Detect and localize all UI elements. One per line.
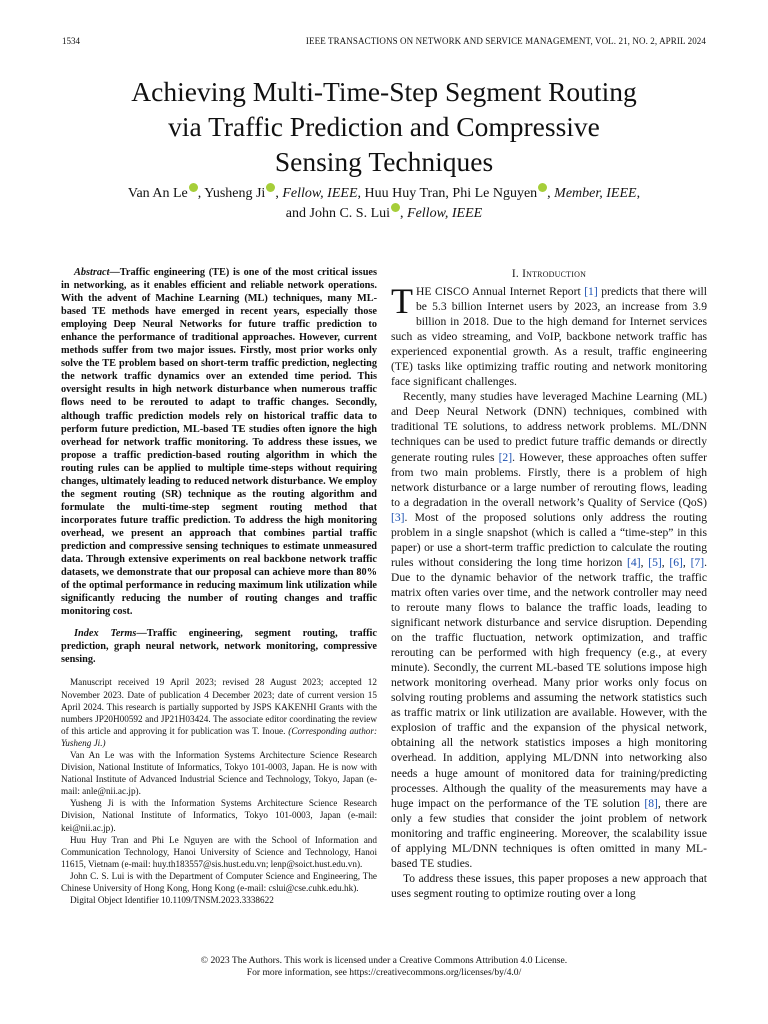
license-notice bbox=[0, 955, 768, 979]
abstract bbox=[61, 266, 377, 618]
author-name: Van An Le bbox=[127, 186, 188, 201]
citation-link[interactable]: [3] bbox=[391, 510, 405, 524]
citation-link[interactable]: [2] bbox=[498, 450, 513, 464]
citation-link[interactable]: [7] bbox=[690, 555, 705, 569]
footnote-affiliation: John C. S. Lui is with the Department of Computer Science and Engineering, The Chinese University of Hong Kong, Hong Kong (e-mail: cslui@cse.cuhk.edu.hk). bbox=[61, 870, 377, 893]
author-name: and John C. S. Lui bbox=[285, 206, 391, 221]
running-header: IEEE TRANSACTIONS ON NETWORK AND SERVICE MANAGEMENT, VOL. 21, NO. 2, APRIL 2024 bbox=[305, 36, 706, 46]
author-affiliation-role: Fellow, IEEE bbox=[282, 186, 358, 201]
intro-paragraph: To address these issues, this paper proposes a new approach that uses segment routing to optimize routing over a long bbox=[391, 871, 707, 900]
left-column bbox=[61, 266, 377, 906]
author-affiliation-role: Fellow, IEEE bbox=[407, 206, 483, 221]
author-affiliation-role: Member, IEEE bbox=[554, 186, 637, 201]
introduction-body bbox=[391, 281, 707, 901]
index-terms-label: Index Terms bbox=[74, 628, 137, 640]
intro-paragraph: Recently, many studies have leveraged Machine Learning (ML) and Deep Neural Network (DNN) techniques, combined with traditional TE solutions, to address network problems. ML/DNN techniques can be used to predict future traffic demands or directly generate routing rules [2]. However, these approaches often suffer from two main problems. Firstly, there is a problem of high network disturbance or a large number of rerouting flows, leading to a degradation in the overall network’s Quality of Service (QoS) [3]. Most of the proposed solutions only address the routing problem in a single snapshot (which is called a “time-step” in this paper) or use a short-term traffic prediction to calculate the routing rules without considering the long time horizon [4], [5], [6], [7]. Due to the dynamic behavior of the network traffic, the traffic matrix often varies over time, and the network controller may need to reroute many flows to balance the traffic loads, leading to significant network disturbance and service disruption. Depending on the traffic fluctuation, network optimization, and traffic rerouting can be performed with high frequency (e.g., at every minute). Secondly, the current ML-based TE solutions impose high network monitoring overhead. Many prior works only focus on solving routing problems and assuming the network statistics such as traffic matrix or link utilization are available. However, with the explosion of traffic and the expansion of the physical network, obtaining all the network statistics imposes a high monitoring overhead. In addition, applying ML/DNN into networking also needs a huge amount of monitored data for training/predicting processes. Although the quality of the measurements may have a huge impact on the performance of the TE solution [8], there are only a few studies that consider the joint problem of network monitoring and traffic engineering. Moreover, the scalability issue of applying ML/DNN techniques is often omitted in many ML-based TE studies. bbox=[391, 390, 707, 870]
citation-link[interactable]: [6] bbox=[669, 555, 683, 569]
paper-title bbox=[40, 74, 728, 179]
section-number: I. bbox=[511, 268, 523, 280]
author-name: Huu Huy Tran bbox=[364, 186, 446, 201]
author-line-2: and John C. S. Lui , Fellow, IEEE bbox=[40, 204, 728, 224]
orcid-icon[interactable] bbox=[266, 183, 275, 192]
citation-link[interactable]: [1] bbox=[584, 285, 598, 298]
title-line-3: Sensing Techniques bbox=[274, 146, 494, 177]
footnotes bbox=[61, 676, 377, 906]
author-list bbox=[40, 184, 728, 224]
footnote-manuscript: Manuscript received 19 April 2023; revised 28 August 2023; accepted 12 November 2023. Date of publication 4 December 2023; date of current version 15 April 2024. This research is partially supported by JSPS KAKENHI Grants with the numbers JP20H00592 and JP21H03424. The associate editor coordinating the review of this article and approving it for publication was T. Inoue. (Corresponding author: Yusheng Ji.) bbox=[61, 677, 378, 748]
license-line: © 2023 The Authors. This work is licensed under a Creative Commons Attribution 4.0 License. bbox=[200, 955, 568, 966]
citation-link[interactable]: [4] bbox=[627, 555, 641, 569]
footnote-affiliation: Huu Huy Tran and Phi Le Nguyen are with the School of Information and Communication Technology, Hanoi University of Science and Technology, Hanoi 11615, Vietnam (e-mail: huy.th183557@sis.hust.edu.vn; lenp@soict.hust.edu.vn). bbox=[61, 834, 377, 869]
page-number: 1534 bbox=[62, 36, 80, 46]
citation-link[interactable]: [5] bbox=[648, 555, 662, 569]
abstract-text: —Traffic engineering (TE) is one of the most critical issues in networking, as it enables efficient and reliable network operations. With the advent of Machine Learning (ML) techniques, many ML-based TE methods have emerged in recent years, especially those employing Deep Neural Networks for future traffic prediction to enhance the performance of traditional approaches. However, current methods suffer from two major issues. Firstly, most prior works only solve the TE problem based on short-term traffic prediction, neglecting the network traffic dynamics over an extended time period. This oversight results in high network disturbance when numerous traffic flows need to be rerouted to adapt to traffic changes. Secondly, although traffic prediction models rely on historical traffic data to perform future prediction, ML-based TE studies often ignore the high overhead for network traffic monitoring. To address these issues, we propose a traffic prediction-based routing algorithm in which the routing rules can be applied to multiple time-steps without requiring changes, ultimately leading to reduced network disturbance. We employ the segment routing (SR) technique as the routing algorithm and formulate the multi-time-step segment routing method that incorporates future traffic prediction. To address the high monitoring overhead, we present an approach that combines partial traffic prediction and compressive sensing techniques to estimate unmeasured data. Through extensive experiments on real backbone network traffic datasets, we demonstrate that our proposal can achieve more than 80% of the optimal performance in reducing maximum link utilization while significantly reducing the number of routing changes and traffic monitoring cost. bbox=[61, 267, 377, 618]
index-terms-text: —Traffic engineering, segment routing, traffic prediction, graph neural network, network monitoring, compressive sensing. bbox=[61, 628, 377, 666]
title-line-1: Achieving Multi-Time-Step Segment Routing bbox=[131, 76, 637, 107]
footnote-affiliation: Van An Le was with the Information Systems Architecture Science Research Division, National Institute of Informatics, Tokyo 101-0003, Japan. He is now with National Institute of Advanced Industrial Science and Technology, Tokyo, Japan (e-mail: anle@nii.ac.jp). bbox=[61, 749, 377, 797]
author-name: Phi Le Nguyen bbox=[452, 186, 538, 201]
author-line-1: Van An Le , Yusheng Ji , Fellow, IEEE, Huu Huy Tran, Phi Le Nguyen , Member, IEEE, bbox=[40, 184, 728, 204]
citation-link[interactable]: [8] bbox=[644, 796, 658, 810]
corresponding-author: (Corresponding author: Yusheng Ji.) bbox=[61, 725, 378, 748]
right-column bbox=[391, 266, 707, 901]
section-title: Introduction bbox=[522, 268, 587, 280]
orcid-icon[interactable] bbox=[189, 183, 198, 192]
index-terms bbox=[61, 627, 377, 666]
abstract-label: Abstract bbox=[74, 267, 110, 278]
drop-cap: T bbox=[391, 281, 413, 321]
intro-paragraph: THE CISCO Annual Internet Report [1] predicts that there will be 5.3 billion Internet users by 2023, an increase from 3.9 billion in 2018. Due to the high demand for Internet services such as video streaming, and VoIP, backbone network traffic has experienced exponential growth. As a result, traffic engineering (TE) tasks like optimizing traffic routing and network monitoring face significant challenges. bbox=[391, 281, 707, 389]
orcid-icon[interactable] bbox=[538, 183, 547, 192]
author-name: Yusheng Ji bbox=[204, 186, 266, 201]
license-link[interactable]: For more information, see https://creativecommons.org/licenses/by/4.0/ bbox=[246, 967, 522, 978]
section-heading bbox=[391, 268, 707, 280]
title-line-2: via Traffic Prediction and Compressive bbox=[168, 111, 600, 142]
orcid-icon[interactable] bbox=[391, 203, 400, 212]
footnote-affiliation: Yusheng Ji is with the Information Systems Architecture Science Research Division, National Institute of Informatics, Tokyo 101-0003, Japan (e-mail: kei@nii.ac.jp). bbox=[61, 798, 377, 833]
doi: Digital Object Identifier 10.1109/TNSM.2023.3338622 bbox=[70, 895, 274, 906]
